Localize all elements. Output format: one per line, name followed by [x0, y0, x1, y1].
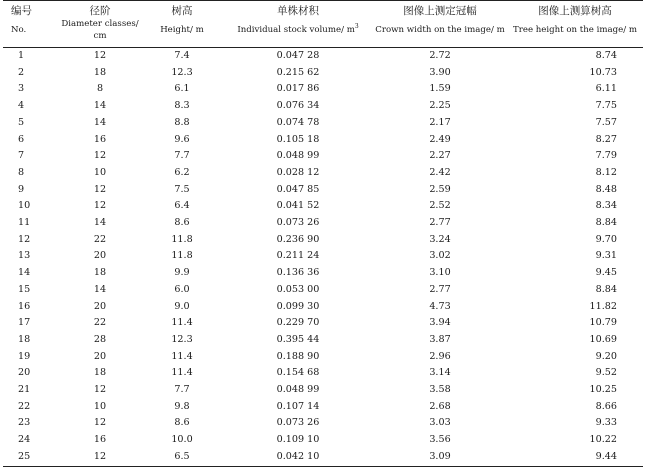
- cell-no: 15: [18, 283, 31, 295]
- table-row: [3, 198, 643, 215]
- cell-tree-height: 8.84: [595, 283, 617, 295]
- cell-stock-volume: 0.073 26: [276, 417, 320, 429]
- cell-diameter-class: 20: [93, 300, 107, 312]
- cell-tree-height: 8.74: [595, 50, 617, 61]
- cell-crown-width: 3.87: [429, 333, 451, 345]
- cell-tree-height: 8.27: [595, 133, 617, 145]
- cell-diameter-class: 28: [93, 333, 107, 345]
- cell-stock-volume: 0.154 68: [276, 367, 320, 379]
- cell-tree-height: 9.20: [595, 350, 617, 362]
- cell-no: 3: [18, 83, 25, 95]
- cell-no: 5: [18, 116, 25, 128]
- cell-crown-width: 3.90: [429, 66, 451, 78]
- table-body: [3, 48, 643, 467]
- cell-diameter-class: 16: [93, 133, 107, 145]
- cell-diameter-class: 14: [93, 283, 107, 295]
- header-height-cn: 树高: [141, 1, 223, 19]
- cell-stock-volume: 0.048 99: [276, 150, 320, 162]
- header-crown-width-en: Crown width on the image/ m: [373, 18, 507, 48]
- table-row: [3, 98, 643, 115]
- cell-no: 6: [18, 133, 25, 145]
- cell-no: 1: [18, 50, 25, 61]
- cell-height: 6.2: [174, 166, 190, 178]
- cell-crown-width: 2.72: [429, 50, 451, 61]
- cell-height: 8.8: [174, 116, 190, 128]
- header-height-en: Height/ m: [141, 18, 223, 48]
- cell-no: 17: [18, 317, 31, 329]
- cell-height: 12.3: [171, 333, 193, 345]
- cell-height: 11.4: [171, 367, 193, 379]
- cell-stock-volume: 0.048 99: [276, 384, 320, 396]
- cell-no: 2: [18, 66, 25, 78]
- table-row: [3, 48, 643, 65]
- cell-no: 25: [3, 449, 59, 466]
- cell-crown-width: 3.24: [429, 233, 451, 245]
- table-row: [3, 248, 643, 265]
- header-tree-height-cn: 图像上测算树高: [507, 1, 643, 19]
- table-row: [3, 182, 643, 199]
- table-row: [3, 299, 643, 316]
- cell-tree-height: 10.22: [589, 434, 617, 446]
- cell-diameter-class: 14: [93, 116, 107, 128]
- cell-height: 6.0: [174, 283, 190, 295]
- cell-diameter-class: 12: [93, 150, 107, 162]
- cell-stock-volume: 0.053 00: [276, 283, 320, 295]
- cell-diameter-class: 12: [93, 384, 107, 396]
- cell-tree-height: 8.66: [595, 400, 617, 412]
- cell-height: 8.6: [174, 217, 190, 229]
- cell-height: 9.0: [174, 300, 190, 312]
- tree-measurement-table: [3, 0, 643, 467]
- header-volume-cn: 单株材积: [223, 1, 373, 19]
- cell-height: 8.3: [174, 100, 190, 112]
- cell-stock-volume: 0.041 52: [276, 200, 320, 212]
- cell-stock-volume: 0.073 26: [276, 217, 320, 229]
- table-header: [3, 1, 643, 48]
- cell-stock-volume: 0.215 62: [276, 66, 320, 78]
- table-row: [3, 349, 643, 366]
- cell-height: 11.4: [171, 317, 193, 329]
- cell-height: 6.4: [174, 200, 190, 212]
- header-volume-en-superscript: 3: [354, 23, 359, 31]
- cell-crown-width: 3.02: [429, 250, 451, 262]
- table-row: [3, 165, 643, 182]
- cell-no: 18: [18, 333, 31, 345]
- cell-diameter-class: 18: [93, 367, 107, 379]
- cell-diameter-class: 16: [93, 434, 107, 446]
- cell-tree-height: 10.73: [589, 66, 617, 78]
- cell-height: 11.8: [171, 233, 193, 245]
- cell-crown-width: 2.17: [429, 116, 451, 128]
- header-no-en: No.: [3, 18, 59, 48]
- cell-stock-volume: 0.211 24: [276, 250, 320, 262]
- cell-no: 24: [18, 434, 31, 446]
- cell-diameter-class: 18: [93, 66, 107, 78]
- cell-stock-volume: 0.188 90: [276, 350, 320, 362]
- table-row: [3, 265, 643, 282]
- cell-stock-volume: 0.017 86: [276, 83, 320, 95]
- cell-height: 9.8: [174, 400, 190, 412]
- cell-tree-height: 8.34: [595, 200, 617, 212]
- cell-crown-width: 2.77: [429, 217, 451, 229]
- cell-crown-width: 3.03: [429, 417, 451, 429]
- cell-height: 11.4: [171, 350, 193, 362]
- cell-height: 7.7: [174, 384, 190, 396]
- cell-stock-volume: 0.229 70: [276, 317, 320, 329]
- cell-tree-height: 7.57: [595, 116, 617, 128]
- cell-tree-height: 8.48: [595, 183, 617, 195]
- cell-height: 7.4: [174, 50, 190, 61]
- cell-diameter-class: 20: [93, 350, 107, 362]
- cell-stock-volume: 0.105 18: [276, 133, 320, 145]
- cell-stock-volume: 0.236 90: [276, 233, 320, 245]
- table-row: [3, 382, 643, 399]
- table-row: [3, 399, 643, 416]
- cell-tree-height: 8.84: [595, 217, 617, 229]
- header-volume-en: [223, 18, 373, 48]
- cell-height: 10.0: [171, 434, 193, 446]
- header-crown-width-cn: 图像上测定冠幅: [373, 1, 507, 19]
- cell-crown-width: 3.10: [429, 267, 451, 279]
- cell-height: 6.5: [141, 449, 223, 466]
- cell-no: 4: [18, 100, 25, 112]
- cell-diameter-class: 12: [93, 417, 107, 429]
- cell-height: 9.9: [174, 267, 190, 279]
- header-diameter-en: Diameter classes/ cm: [59, 18, 141, 48]
- cell-stock-volume: 0.047 85: [276, 183, 320, 195]
- cell-height: 6.1: [174, 83, 190, 95]
- header-tree-height-en: Tree height on the image/ m: [507, 18, 643, 48]
- cell-tree-height: 6.11: [595, 83, 617, 95]
- cell-crown-width: 3.94: [429, 317, 451, 329]
- cell-stock-volume: 0.042 10: [223, 449, 373, 466]
- table-row: [3, 415, 643, 432]
- cell-crown-width: 2.96: [429, 350, 451, 362]
- table-row: [3, 115, 643, 132]
- cell-height: 11.8: [171, 250, 193, 262]
- cell-stock-volume: 0.076 34: [276, 100, 320, 112]
- cell-crown-width: 2.27: [429, 150, 451, 162]
- cell-tree-height: 9.70: [595, 233, 617, 245]
- cell-no: 19: [18, 350, 31, 362]
- cell-tree-height: 7.79: [595, 150, 617, 162]
- header-volume-en-text: Individual stock volume/ m: [237, 25, 355, 35]
- cell-no: 11: [18, 217, 31, 229]
- cell-tree-height: 11.82: [589, 300, 617, 312]
- cell-tree-height: 10.25: [589, 384, 617, 396]
- cell-crown-width: 2.77: [429, 283, 451, 295]
- cell-tree-height: 9.31: [595, 250, 617, 262]
- cell-crown-width: 1.59: [429, 83, 451, 95]
- cell-height: 7.5: [174, 183, 190, 195]
- table-row: [3, 65, 643, 82]
- cell-no: 12: [18, 233, 31, 245]
- cell-tree-height: 9.33: [595, 417, 617, 429]
- cell-tree-height: 8.12: [595, 166, 617, 178]
- cell-tree-height: 7.75: [595, 100, 617, 112]
- table-row: [3, 215, 643, 232]
- cell-diameter-class: 22: [93, 317, 107, 329]
- cell-stock-volume: 0.395 44: [276, 333, 320, 345]
- cell-stock-volume: 0.099 30: [276, 300, 320, 312]
- cell-no: 16: [18, 300, 31, 312]
- cell-tree-height: 10.79: [589, 317, 617, 329]
- cell-stock-volume: 0.074 78: [276, 116, 320, 128]
- cell-no: 8: [18, 166, 25, 178]
- table-row: [3, 432, 643, 449]
- cell-height: 9.6: [174, 133, 190, 145]
- cell-no: 10: [18, 200, 31, 212]
- table-row: [3, 232, 643, 249]
- cell-stock-volume: 0.109 10: [276, 434, 320, 446]
- cell-crown-width: 3.14: [429, 367, 451, 379]
- cell-diameter-class: 8: [96, 83, 104, 95]
- table-row: [3, 81, 643, 98]
- cell-no: 7: [18, 150, 25, 162]
- cell-stock-volume: 0.107 14: [276, 400, 320, 412]
- cell-diameter-class: 10: [93, 166, 107, 178]
- cell-crown-width: 2.59: [429, 183, 451, 195]
- table-row: [3, 449, 643, 466]
- cell-diameter-class: 22: [93, 233, 107, 245]
- table-row: [3, 148, 643, 165]
- cell-no: 21: [18, 384, 31, 396]
- cell-stock-volume: 0.136 36: [276, 267, 320, 279]
- cell-height: 8.6: [174, 417, 190, 429]
- cell-height: 7.7: [174, 150, 190, 162]
- cell-crown-width: 2.42: [429, 166, 451, 178]
- cell-crown-width: 4.73: [429, 300, 451, 312]
- cell-crown-width: 2.25: [429, 100, 451, 112]
- table-row: [3, 315, 643, 332]
- cell-diameter-class: 12: [93, 183, 107, 195]
- cell-no: 20: [18, 367, 31, 379]
- cell-stock-volume: 0.047 28: [276, 50, 320, 61]
- cell-crown-width: 3.56: [429, 434, 451, 446]
- cell-tree-height: 10.69: [589, 333, 617, 345]
- cell-crown-width: 2.52: [429, 200, 451, 212]
- cell-stock-volume: 0.028 12: [276, 166, 320, 178]
- cell-crown-width: 3.09: [373, 449, 507, 466]
- cell-diameter-class: 10: [93, 400, 107, 412]
- cell-tree-height: 9.52: [595, 367, 617, 379]
- header-diameter-cn: 径阶: [59, 1, 141, 19]
- cell-diameter-class: 14: [93, 217, 107, 229]
- table-row: [3, 332, 643, 349]
- cell-diameter-class: 14: [93, 100, 107, 112]
- cell-diameter-class: 12: [93, 200, 107, 212]
- cell-crown-width: 2.68: [429, 400, 451, 412]
- cell-crown-width: 2.49: [429, 133, 451, 145]
- table-row: [3, 365, 643, 382]
- cell-diameter-class: 12: [59, 449, 141, 466]
- table-row: [3, 132, 643, 149]
- cell-diameter-class: 20: [93, 250, 107, 262]
- cell-no: 22: [18, 400, 31, 412]
- cell-diameter-class: 12: [93, 50, 107, 61]
- cell-tree-height: 9.44: [507, 449, 643, 466]
- cell-no: 23: [18, 417, 31, 429]
- header-no-cn: 编号: [3, 1, 59, 19]
- table-row: [3, 282, 643, 299]
- cell-height: 12.3: [171, 66, 193, 78]
- cell-crown-width: 3.58: [429, 384, 451, 396]
- cell-no: 9: [18, 183, 25, 195]
- cell-no: 14: [18, 267, 31, 279]
- cell-no: 13: [18, 250, 31, 262]
- cell-tree-height: 9.45: [595, 267, 617, 279]
- cell-diameter-class: 18: [93, 267, 107, 279]
